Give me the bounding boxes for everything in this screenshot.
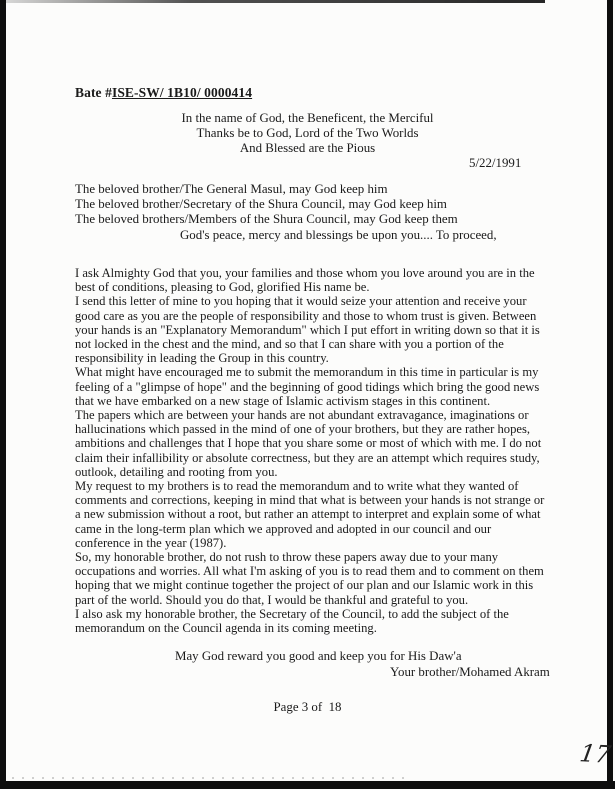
bates-number: ISE-SW/ 1B10/ 0000414 bbox=[111, 85, 253, 100]
invocation-line: Thanks be to God, Lord of the Two Worlds bbox=[196, 126, 419, 141]
invocation-block bbox=[0, 111, 615, 157]
recipient-line: The beloved brother/The General Masul, may God keep him bbox=[75, 182, 388, 196]
page-number-footer: Page 3 of 18 bbox=[273, 700, 342, 714]
letter-body bbox=[75, 266, 547, 635]
paragraph: I ask Almighty God that you, your families and those whom you love around you are in the best of conditions, pleasing to God, glorified His name be. bbox=[75, 266, 535, 295]
recipient-line: The beloved brother/Secretary of the Shura Council, may God keep him bbox=[75, 197, 447, 212]
scan-edge-bottom bbox=[0, 781, 615, 789]
invocation-line: In the name of God, the Beneficent, the Merciful bbox=[181, 111, 434, 125]
bates-label: Bate # bbox=[75, 85, 112, 100]
handwritten-page-number: 17 bbox=[577, 739, 613, 769]
paragraph: So, my honorable brother, do not rush to throw these papers away due to your many occupations and worries. All what I'm asking of you is to read them and to comment on them hoping that we might continue together the project of our plan and our Islamic work in this part of the world. Should you do that, I would be thankful and grateful to you. bbox=[75, 550, 544, 607]
paragraph: I also ask my honorable brother, the Secretary of the Council, to add the subject of the memorandum on the Council agenda in its coming meeting. bbox=[75, 606, 509, 636]
paragraph: I send this letter of mine to you hoping that it would seize your attention and receive your good care as you are the people of responsibility and those to whom trust is given. Between your hands is an "Explanatory Memorandum" which I put effort in writing down so that it is not locked in the chest and the mind, and so that I can share with you a portion of the responsibility in leading the Group in this country. bbox=[75, 294, 540, 366]
closing-line: May God reward you good and keep you for His Daw'a bbox=[175, 649, 462, 663]
greeting-line: God's peace, mercy and blessings be upon you.... To proceed, bbox=[180, 227, 497, 242]
scan-edge-top bbox=[0, 0, 545, 3]
paragraph: The papers which are between your hands are not abundant extravagance, imaginations or hallucinations which passed in the mind of one of your brothers, but they are rather hopes, ambitions and challenges that I hope that you share some or most of which with me. I do not claim their infallibility or absolute correctness, but they are an attempt which requires study, outlook, detailing and rooting from you. bbox=[75, 408, 542, 479]
paragraph: My request to my brothers is to read the memorandum and to write what they wanted of comments and corrections, keeping in mind that what is between your hands is not strange or a new submission without a root, but rather an attempt to interpret and explain some of what came in the long-term plan which we approved and adopted in our council and our conference in the year (1987). bbox=[75, 479, 545, 550]
bates-stamp bbox=[75, 85, 252, 101]
invocation-line: And Blessed are the Pious bbox=[239, 141, 376, 156]
scan-noise-artifact bbox=[12, 777, 412, 779]
recipient-line: The beloved brothers/Members of the Shura Council, may God keep them bbox=[75, 212, 458, 227]
signature-line: Your brother/Mohamed Akram bbox=[390, 665, 550, 679]
paragraph: What might have encouraged me to submit the memorandum in this time in particular is my feeling of a "glimpse of hope" and the beginning of good tidings which bring the good news that we have embarked on a new stage of Islamic activism stages in this continent. bbox=[75, 365, 540, 408]
letter-date: 5/22/1991 bbox=[469, 156, 522, 170]
recipients-block bbox=[75, 182, 575, 243]
